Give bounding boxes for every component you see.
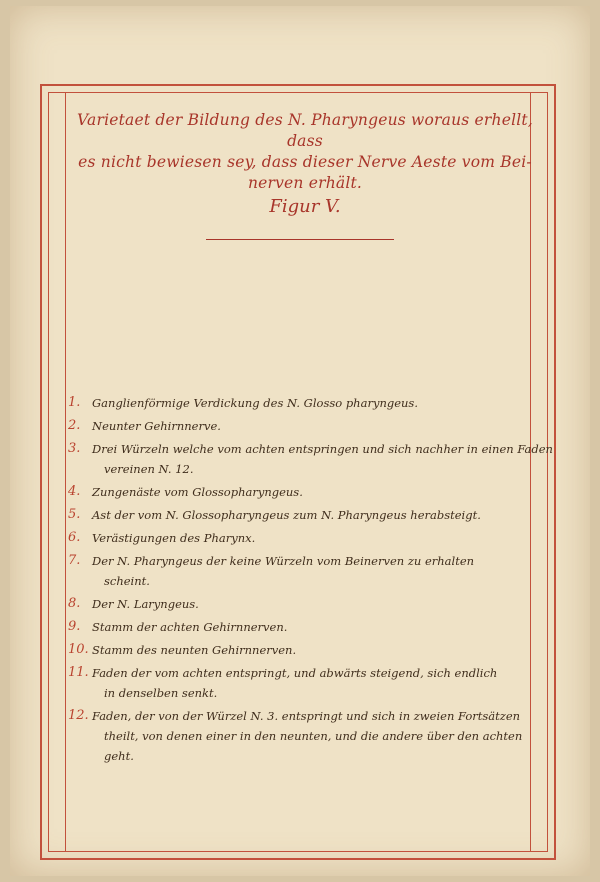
legend-item [58, 706, 546, 766]
item-text: Stamm des neunten Gehirnnerven. [92, 643, 297, 657]
item-text: Der N. Pharyngeus der keine Würzeln vom Beinerven zu erhalten [92, 554, 475, 568]
item-text: theilt, von denen einer in den neunten, und die andere über den achten [104, 729, 523, 743]
item-text: Neunter Gehirnnerve. [92, 419, 221, 433]
legend-item [58, 393, 546, 413]
item-text: Ast der vom N. Glossopharyngeus zum N. Pharyngeus herabsteigt. [92, 508, 481, 522]
item-number: 12. [68, 708, 89, 723]
legend-item [58, 551, 546, 591]
legend-item [58, 482, 546, 502]
legend-list [58, 393, 553, 769]
legend-item [58, 505, 546, 525]
item-text: Stamm der achten Gehirnnerven. [92, 620, 288, 634]
item-number: 3. [68, 441, 81, 456]
figure-label: Figur V. [269, 196, 341, 217]
item-number: 11. [68, 665, 89, 680]
title-line: es nicht bewiesen sey, dass dieser Nerve Aeste vom Bei- [78, 153, 532, 171]
item-text: scheint. [104, 574, 150, 588]
item-text: vereinen N. 12. [104, 462, 194, 476]
item-number: 2. [68, 418, 81, 433]
item-number: 5. [68, 507, 81, 522]
item-text: Faden der vom achten entspringt, und abwärts steigend, sich endlich [92, 666, 498, 680]
item-text: Der N. Laryngeus. [92, 597, 199, 611]
item-text: geht. [104, 749, 134, 763]
legend-item [58, 594, 546, 614]
item-number: 7. [68, 553, 81, 568]
legend-item [58, 663, 546, 703]
legend-item [58, 416, 546, 436]
legend-item [58, 439, 553, 479]
item-text: Verästigungen des Pharynx. [92, 531, 256, 545]
item-number: 10. [68, 642, 89, 657]
title-line: nerven erhält. [247, 174, 363, 192]
item-number: 9. [68, 619, 81, 634]
item-number: 1. [68, 395, 81, 410]
item-text: Ganglienförmige Verdickung des N. Glosso pharyngeus. [92, 396, 418, 410]
item-text: Faden, der von der Würzel N. 3. entspringt und sich in zweien Fortsätzen [92, 709, 521, 723]
item-text: in denselben senkt. [104, 686, 218, 700]
legend-item [58, 617, 546, 637]
legend-item [58, 528, 546, 548]
item-number: 6. [68, 530, 81, 545]
item-number: 4. [68, 484, 81, 499]
item-number: 8. [68, 596, 81, 611]
legend-item [58, 640, 546, 660]
title-underline [206, 239, 394, 240]
item-text: Zungenäste vom Glossopharyngeus. [92, 485, 303, 499]
item-text: Drei Würzeln welche vom achten entspringen und sich nachher in einen Faden [92, 442, 553, 456]
title-line: Varietaet der Bildung des N. Pharyngeus woraus erhellt, dass [77, 111, 533, 150]
page-title [70, 110, 540, 219]
